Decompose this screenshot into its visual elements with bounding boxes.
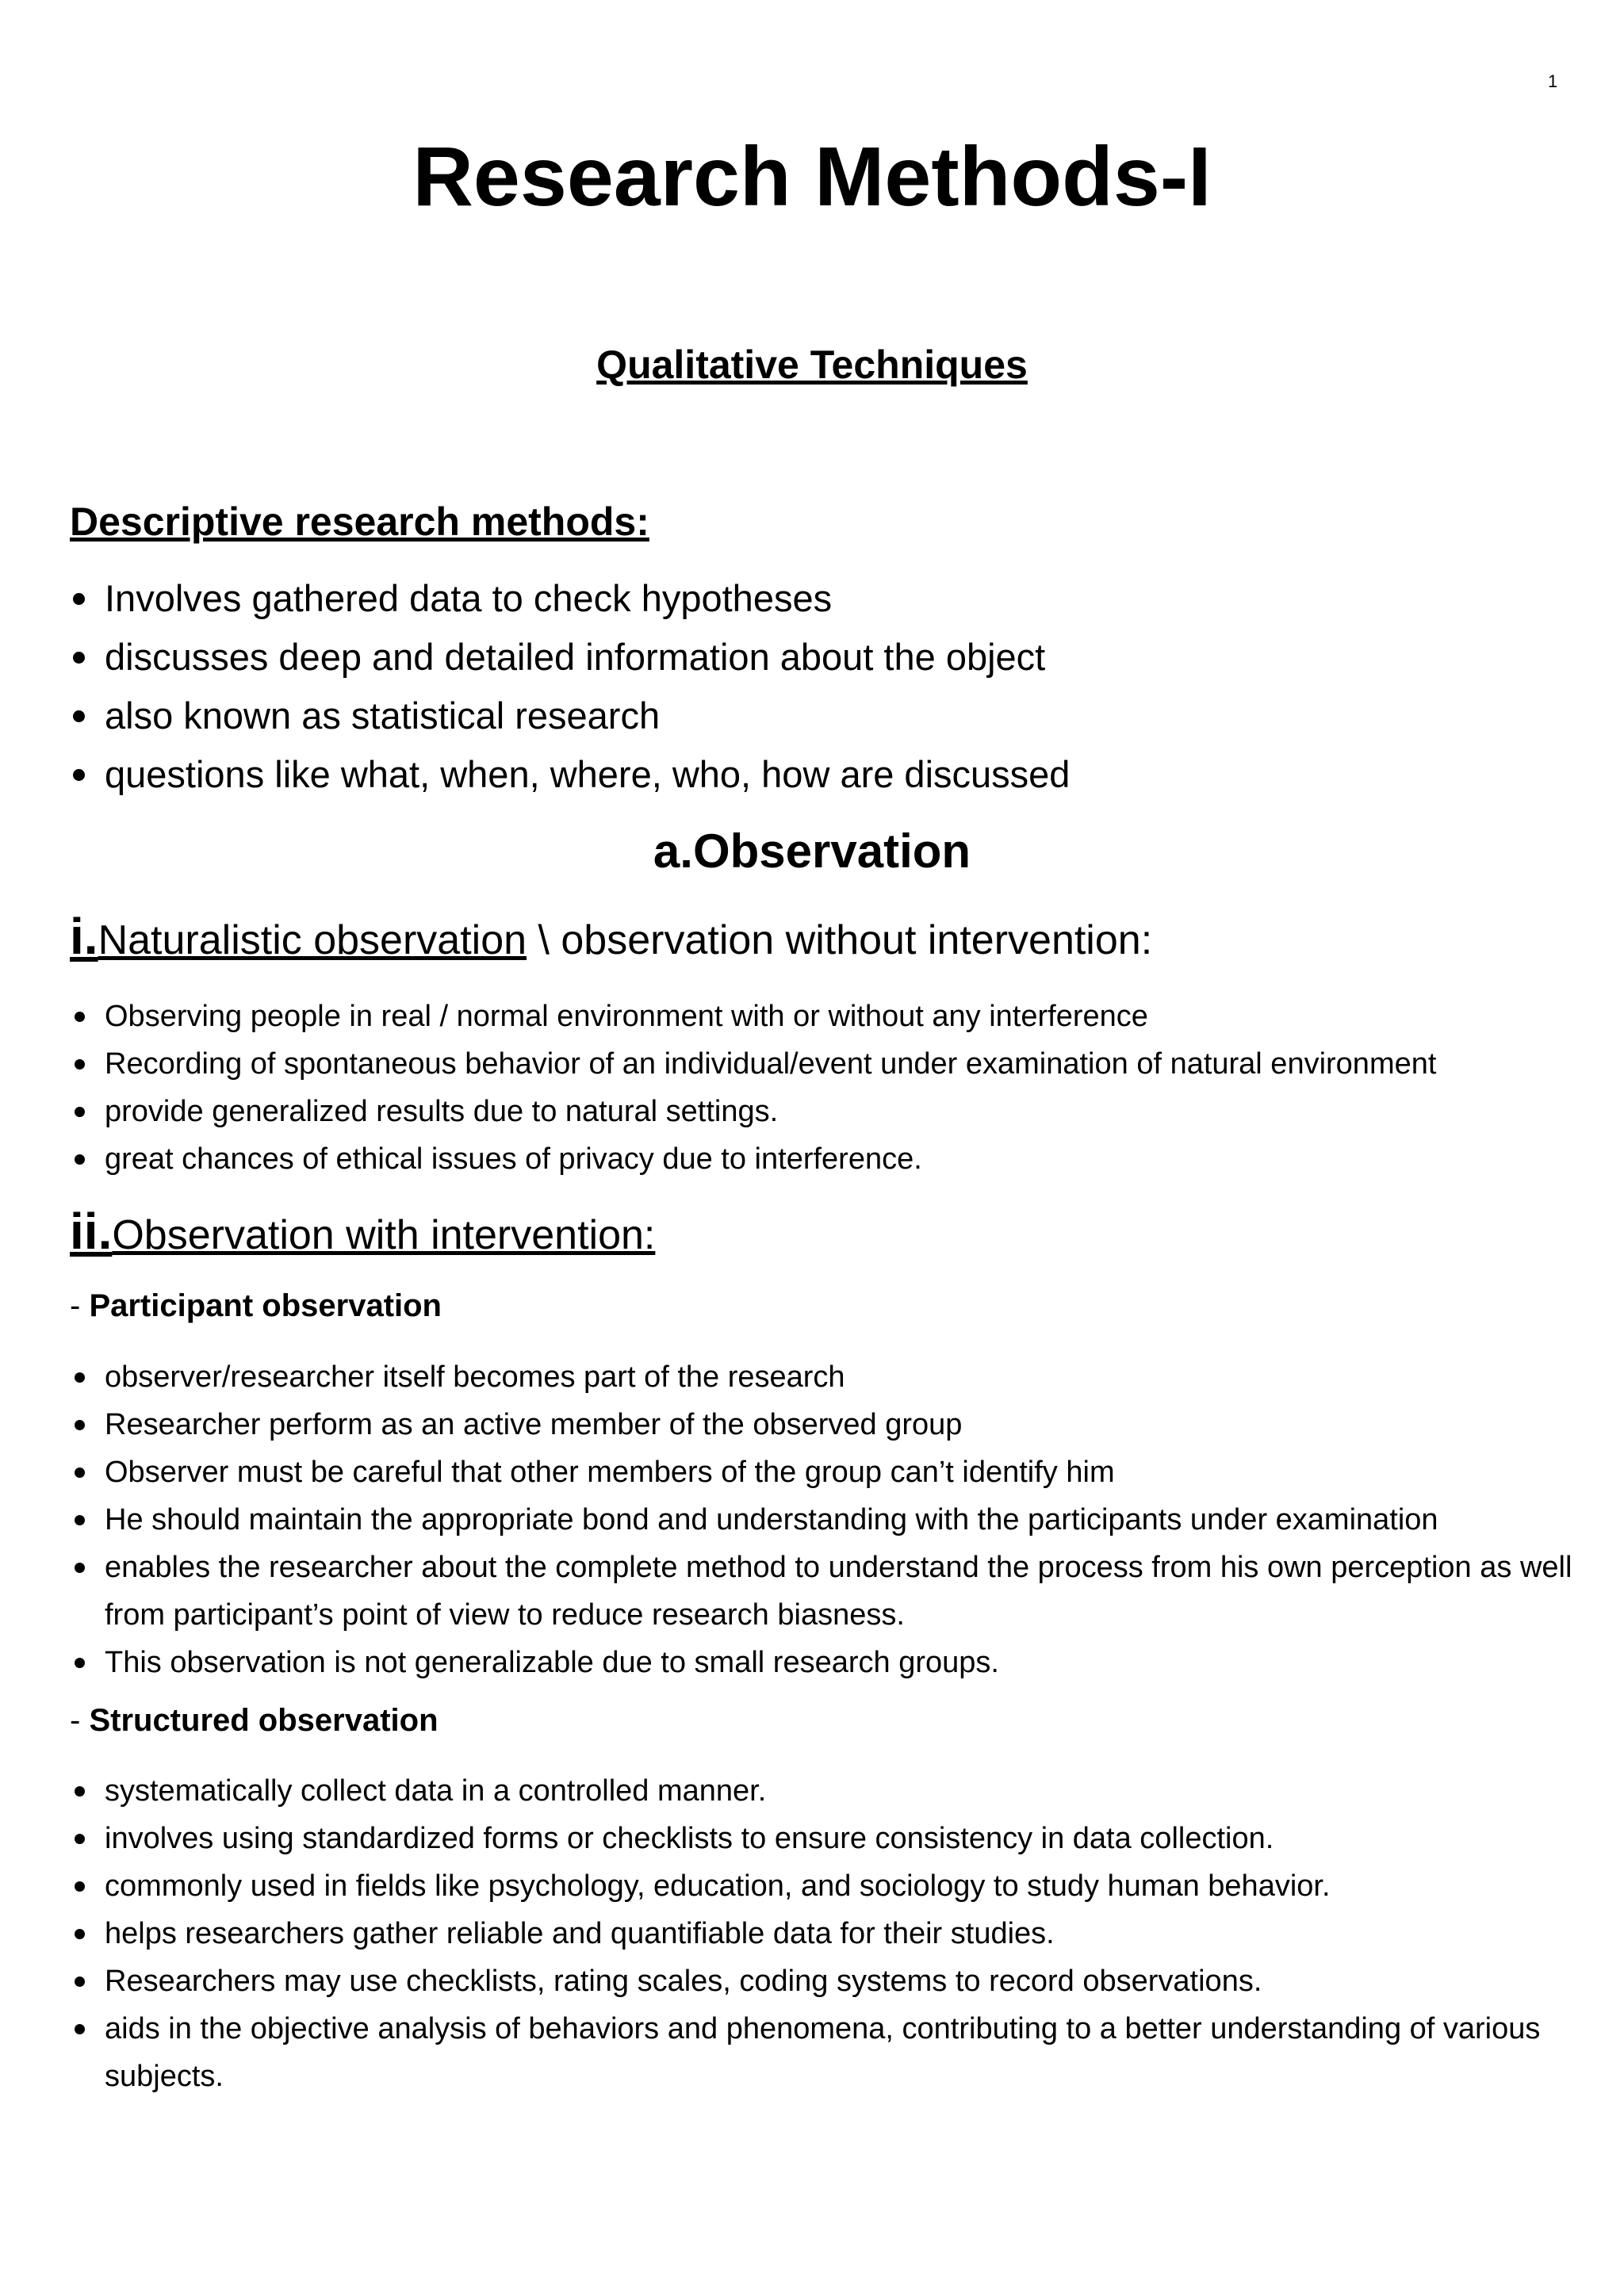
list-item: aids in the objective analysis of behaviors and phenomena, contributing to a better understanding of various subjects. <box>70 2005 1561 2100</box>
participant-label <box>70 1287 442 1325</box>
observation-heading: a.Observation <box>653 825 971 878</box>
list-item: Researcher perform as an active member of the observed group <box>70 1401 1584 1448</box>
intervention-title: Observation with intervention: <box>112 1212 656 1258</box>
list-item: Observing people in real / normal environment with or without any interference <box>70 993 1576 1040</box>
list-item: systematically collect data in a controlled manner. <box>70 1767 1561 1815</box>
page-title: Research Methods-I <box>412 130 1212 224</box>
intervention-numeral: ii. <box>70 1203 113 1260</box>
page-number: 1 <box>1548 71 1558 91</box>
participant-dash: - <box>70 1288 90 1323</box>
list-item: Involves gathered data to check hypotheses <box>70 569 1561 628</box>
list-item: questions like what, when, where, who, how are discussed <box>70 745 1561 804</box>
naturalistic-heading <box>70 906 1152 967</box>
list-item: Researchers may use checklists, rating scales, coding systems to record observations. <box>70 1957 1561 2005</box>
list-item: Recording of spontaneous behavior of an individual/event under examination of natural environment <box>70 1040 1576 1088</box>
naturalistic-subtitle: \ observation without intervention: <box>527 917 1153 963</box>
intervention-heading <box>70 1201 655 1262</box>
structured-dash: - <box>70 1703 90 1738</box>
structured-label <box>70 1701 439 1739</box>
list-item: He should maintain the appropriate bond and understanding with the participants under examination <box>70 1496 1584 1544</box>
list-item: This observation is not generalizable due to small research groups. <box>70 1639 1584 1686</box>
naturalistic-title: Naturalistic observation <box>98 917 527 963</box>
participant-list <box>70 1353 1584 1686</box>
structured-list <box>70 1767 1561 2100</box>
subtitle: Qualitative Techniques <box>596 342 1028 387</box>
list-item: helps researchers gather reliable and quantifiable data for their studies. <box>70 1910 1561 1957</box>
naturalistic-list <box>70 993 1576 1183</box>
list-item: involves using standardized forms or checklists to ensure consistency in data collection. <box>70 1815 1561 1862</box>
descriptive-list <box>70 569 1561 804</box>
list-item: enables the researcher about the complete method to understand the process from his own perception as well from participant’s point of view to reduce research biasness. <box>70 1544 1584 1639</box>
list-item: observer/researcher itself becomes part of the research <box>70 1353 1584 1401</box>
descriptive-heading: Descriptive research methods: <box>70 499 649 544</box>
list-item: commonly used in fields like psychology, education, and sociology to study human behavior. <box>70 1862 1561 1910</box>
list-item: great chances of ethical issues of privacy due to interference. <box>70 1135 1576 1183</box>
list-item: discusses deep and detailed information about the object <box>70 628 1561 687</box>
list-item: also known as statistical research <box>70 687 1561 745</box>
structured-title: Structured observation <box>89 1703 439 1738</box>
naturalistic-numeral: i. <box>70 908 98 965</box>
participant-title: Participant observation <box>89 1288 442 1323</box>
list-item: provide generalized results due to natural settings. <box>70 1088 1576 1135</box>
list-item: Observer must be careful that other members of the group can’t identify him <box>70 1448 1584 1496</box>
